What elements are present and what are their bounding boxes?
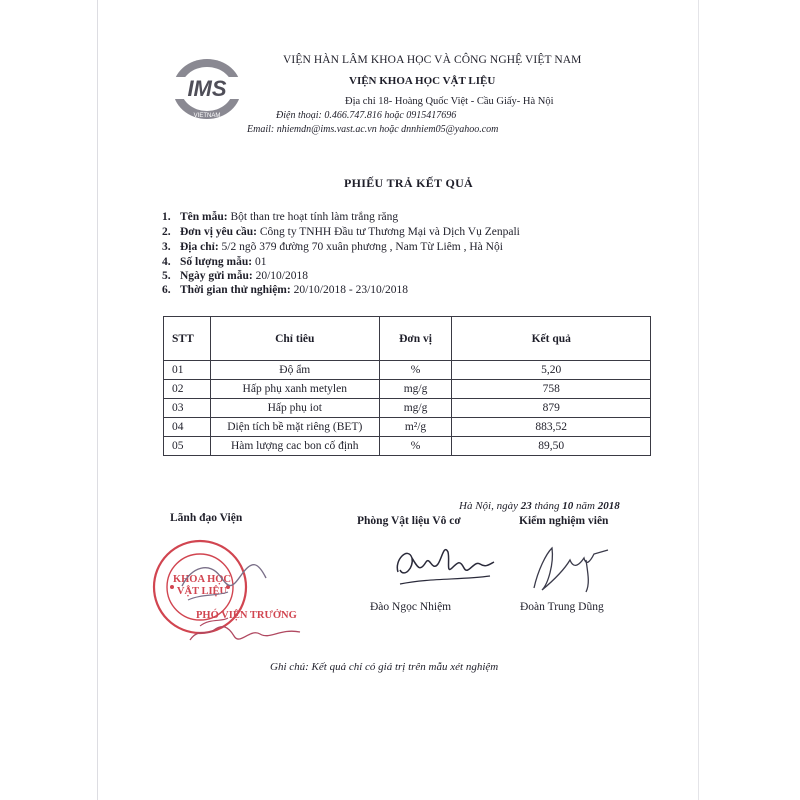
document-title: PHIẾU TRẢ KẾT QUẢ: [344, 176, 474, 190]
table-row: [164, 361, 651, 380]
cell-unit: mg/g: [379, 380, 452, 399]
cell-result: 883,52: [452, 418, 651, 437]
header-unit: Đơn vị: [379, 317, 452, 361]
results-table: [163, 316, 651, 456]
logo-text: IMS: [187, 76, 227, 101]
table-row: [164, 418, 651, 437]
header-stt: STT: [164, 317, 211, 361]
tester-signer-name: Đoàn Trung Dũng: [520, 601, 604, 613]
cell-result: 758: [452, 380, 651, 399]
tester-signature-icon: [524, 540, 614, 596]
organization-name: VIỆN HÀN LÂM KHOA HỌC VÀ CÔNG NGHỆ VIỆT NAM: [283, 54, 582, 66]
footer-note: Ghi chú: Kết quả chỉ có giá trị trên mẫu xét nghiệm: [270, 661, 499, 673]
department-signature-icon: [390, 538, 500, 592]
stamp-text: KHOA HỌC VẬT LIỆU: [172, 574, 232, 597]
issue-date: Hà Nội, ngày 23 tháng 10 năm 2018: [459, 500, 620, 512]
cell-result: 5,20: [452, 361, 651, 380]
table-row: [164, 399, 651, 418]
cell-criteria: Hấp phụ xanh metylen: [210, 380, 379, 399]
cell-unit: %: [379, 437, 452, 456]
info-item: 1. Tên mẫu: Bột than tre hoạt tính làm trắng răng: [162, 211, 399, 223]
info-item: 4. Số lượng mẫu: 01: [162, 256, 267, 268]
institute-phone: Điện thoại: 0.466.747.816 hoặc 0915417696: [276, 110, 457, 121]
cell-unit: %: [379, 361, 452, 380]
table-header-row: [164, 317, 651, 361]
director-signature-icon: [170, 548, 320, 648]
cell-criteria: Hàm lượng cac bon cố định: [210, 437, 379, 456]
logo-subtext: VIETNAM: [193, 113, 221, 119]
cell-stt: 03: [164, 399, 211, 418]
department-label: Phòng Vật liệu Vô cơ: [357, 515, 461, 527]
cell-criteria: Độ ẩm: [210, 361, 379, 380]
institute-name: VIỆN KHOA HỌC VẬT LIỆU: [349, 75, 496, 87]
cell-criteria: Hấp phụ iot: [210, 399, 379, 418]
cell-stt: 04: [164, 418, 211, 437]
table-row: [164, 380, 651, 399]
vice-director-title: PHÓ VIỆN TRƯỞNG: [196, 610, 297, 621]
header-criteria: Chỉ tiêu: [210, 317, 379, 361]
info-item: 6. Thời gian thử nghiệm: 20/10/2018 - 23/10/2018: [162, 284, 408, 296]
info-item: 3. Địa chỉ: 5/2 ngõ 379 đường 70 xuân phương , Nam Từ Liêm , Hà Nội: [162, 241, 503, 253]
cell-unit: m²/g: [379, 418, 452, 437]
institute-email: Email: nhiemdn@ims.vast.ac.vn hoặc dnnhiem05@yahoo.com: [247, 124, 499, 135]
header-result: Kết quả: [452, 317, 651, 361]
info-item: 2. Đơn vị yêu cầu: Công ty TNHH Đầu tư Thương Mại và Dịch Vụ Zenpali: [162, 226, 520, 238]
table-row: [164, 437, 651, 456]
cell-result: 879: [452, 399, 651, 418]
institute-address: Địa chỉ 18- Hoàng Quốc Việt - Cầu Giấy- Hà Nội: [345, 96, 554, 107]
cell-unit: mg/g: [379, 399, 452, 418]
cell-result: 89,50: [452, 437, 651, 456]
info-item: 5. Ngày gửi mẫu: 20/10/2018: [162, 270, 308, 282]
tester-label: Kiểm nghiệm viên: [519, 515, 609, 527]
department-signer-name: Đào Ngọc Nhiệm: [370, 601, 452, 613]
ims-logo-icon: [162, 55, 252, 123]
cell-stt: 01: [164, 361, 211, 380]
cell-stt: 02: [164, 380, 211, 399]
cell-criteria: Diện tích bề mặt riêng (BET): [210, 418, 379, 437]
leadership-label: Lãnh đạo Viện: [170, 512, 243, 524]
cell-stt: 05: [164, 437, 211, 456]
